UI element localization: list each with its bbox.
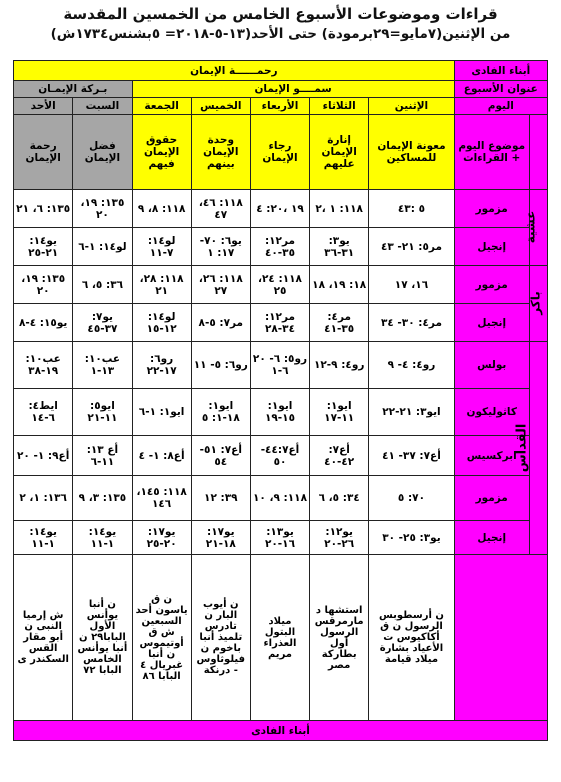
reading-value: ١١٨: ١ ،٢ xyxy=(315,202,363,215)
reading-cell xyxy=(14,389,73,436)
reading-value: أع ١٣: ١١-٦ xyxy=(86,443,119,468)
commemoration-cell xyxy=(250,555,309,721)
day-header: الأربعاء xyxy=(250,98,309,115)
reading-cell xyxy=(14,228,73,266)
reading-cell xyxy=(191,389,250,436)
reading-value: ١١٨: ٤٦، ٤٧ xyxy=(198,196,243,221)
reading-value: ١٦، ١٧ xyxy=(394,278,429,291)
reading-value: ايط٤: ٦-١٤ xyxy=(28,400,58,424)
reading-value: عب١٠: ١٣-١ xyxy=(84,353,121,377)
reading-cell xyxy=(73,228,132,266)
reading-group-label xyxy=(529,266,547,342)
reading-cell xyxy=(250,436,309,476)
reading-value: لو١٤: ١-٦ xyxy=(78,240,127,253)
day-header: الخميس xyxy=(191,98,250,115)
day-header: الجمعة xyxy=(132,98,191,115)
commemoration-text: ن ق ياسون أحد السبعين ش ق أوتيموس ن أنبا غبريال ٤ البابا ٨٦ xyxy=(135,593,188,682)
reading-cell xyxy=(14,436,73,476)
reading-value: يو٧: ٣٧-٤٥ xyxy=(87,310,118,335)
reading-value: مر٧: ٥-٨ xyxy=(198,316,244,329)
reading-value: مر١٢: ٣٤-٢٨ xyxy=(264,310,296,335)
reading-type-label: إنجيل xyxy=(454,304,529,342)
reading-value: يو٦: ٧٠- ١٧: ١ xyxy=(199,234,242,259)
day-header: الإثنين xyxy=(369,98,454,115)
reading-value: ٧٠: ٥ xyxy=(397,492,425,504)
reading-value: ايو٥: ١١-٢١ xyxy=(87,400,118,424)
reading-cell xyxy=(73,266,132,304)
reading-value: مر٤: ٣٠- ٣٤ xyxy=(380,316,442,329)
reading-cell xyxy=(73,389,132,436)
reading-value: ١١٨: ٢٤، ٢٥ xyxy=(258,272,302,297)
reading-cell xyxy=(14,304,73,342)
reading-value: رو٦: ٥- ١١ xyxy=(193,359,248,371)
commemoration-cell xyxy=(369,555,454,721)
day-topic: فضل الإيمان xyxy=(73,115,132,190)
reading-value: ايو١: ١-٦ xyxy=(138,406,185,418)
reading-cell xyxy=(132,521,191,555)
reading-value: يو١٥: ٤-٨ xyxy=(18,316,68,329)
commemoration-cell xyxy=(73,555,132,721)
reading-value: ١٩ ،٢٠: ٤ xyxy=(256,202,304,215)
reading-cell xyxy=(191,266,250,304)
reading-value: ٣٤: ٥، ٦ xyxy=(318,492,360,504)
reading-cell xyxy=(369,266,454,304)
reading-cell xyxy=(250,228,309,266)
reading-value: أع٩: ١- ٢٠ xyxy=(17,449,70,462)
reading-cell xyxy=(132,476,191,521)
sub-theme-2: بـركة الإيمـان xyxy=(14,81,133,98)
commemoration-text: ميلاد البتول العذراء مريم xyxy=(263,615,297,660)
reading-cell xyxy=(132,342,191,389)
reading-cell xyxy=(191,436,250,476)
reading-value: لو١٤: ٧-١١ xyxy=(147,234,176,259)
reading-cell xyxy=(310,521,369,555)
page-title xyxy=(0,4,561,44)
commemoration-cell xyxy=(191,555,250,721)
title-line-1: قراءات وموضوعات الأسبوع الخامس من الخمسين المقدسة xyxy=(63,5,498,23)
reading-value: أع٧: ٥١- ٥٤ xyxy=(199,443,242,468)
reading-value: أع٧: ٤٢-٤٠ xyxy=(324,443,355,468)
reading-value: ٣٦: ٥، ٦ xyxy=(81,278,124,291)
reading-group-label xyxy=(523,190,547,266)
reading-value: ايو١: ١٨-١: ٥ xyxy=(201,400,240,424)
reading-value: ١٣٥: ١٩، ٢٠ xyxy=(80,196,125,221)
reading-cell xyxy=(191,304,250,342)
reading-type-label: إنجيل xyxy=(454,521,529,555)
reading-cell xyxy=(132,304,191,342)
reading-cell xyxy=(14,476,73,521)
reading-value: ١١٨: ٩، ١٠ xyxy=(252,492,307,504)
reading-value: يو٣: ٣١-٣٦ xyxy=(324,234,355,259)
reading-group-label xyxy=(514,342,547,555)
week-title-label: عنوان الأسبوع xyxy=(454,81,547,98)
reading-cell xyxy=(132,389,191,436)
reading-value: ١١٨: ٨، ٩ xyxy=(137,202,186,215)
reading-cell xyxy=(191,228,250,266)
commemoration-text: ن أيوب البار ن تادرس تلميذ أنبا باخوم ن فيلوثاوس - درنكة xyxy=(196,599,246,676)
reading-value: ايو١: ١٥-١٩ xyxy=(264,400,295,424)
reading-value: أع٤٤:٧- ٥٠ xyxy=(260,443,300,468)
reading-value: يو١٧: ١٨-٢١ xyxy=(205,525,236,550)
main-theme: رحمــــــة الإيمان xyxy=(14,61,455,81)
reading-cell xyxy=(73,304,132,342)
reading-cell xyxy=(73,521,132,555)
day-topic: إنارة الإيمان عليهم xyxy=(310,115,369,190)
reading-cell xyxy=(191,521,250,555)
day-header: الأحد xyxy=(14,98,73,115)
reading-cell xyxy=(250,476,309,521)
day-topic: حقوق الإيمان فيهم xyxy=(132,115,191,190)
commemoration-cell xyxy=(14,555,73,721)
reading-value: يو١٢: ٢٦-٢٠ xyxy=(324,525,355,550)
reading-value: يو١٤: ١-١١ xyxy=(29,525,57,550)
reading-group-text: باكر xyxy=(528,291,543,315)
reading-cell xyxy=(369,436,454,476)
reading-cell xyxy=(310,389,369,436)
reading-cell xyxy=(132,436,191,476)
reading-cell xyxy=(369,521,454,555)
reading-value: عب١٠: ١٩-٣٨ xyxy=(25,353,61,377)
reading-type-label: بولس xyxy=(454,342,529,389)
reading-cell xyxy=(250,304,309,342)
reading-value: أع٨: ١- ٤ xyxy=(138,449,185,462)
sub-theme-1: سمــــو الإيمان xyxy=(132,81,454,98)
reading-value: ايو٣: ٢١-٢٢ xyxy=(382,406,441,418)
reading-value: يو١٤: ١-١١ xyxy=(88,525,117,550)
reading-cell xyxy=(310,304,369,342)
reading-type-label: ابركسيس xyxy=(454,436,529,476)
reading-value: ١١٨: ٢٦، ٢٧ xyxy=(198,272,243,297)
reading-value: ١١٨: ١٤٥، ١٤٦ xyxy=(136,486,187,510)
corner-label: أبناء الفادى xyxy=(454,61,547,81)
commemoration-label-cell xyxy=(454,555,547,721)
footer-label: أبناء الفادى xyxy=(14,721,548,741)
reading-value: رو٥: ٦- ٢٠ ٦-١ xyxy=(252,353,308,377)
commemoration-cell xyxy=(132,555,191,721)
reading-cell xyxy=(310,228,369,266)
readings-table xyxy=(13,60,548,741)
commemoration-cell xyxy=(310,555,369,721)
reading-value: ١٣٥: ٣، ٩ xyxy=(78,492,127,504)
day-header: الثلاثاء xyxy=(310,98,369,115)
reading-type-label: إنجيل xyxy=(454,228,529,266)
reading-value: يو١٤: ٢١-٢٥ xyxy=(28,234,59,259)
reading-type-label: مزمور xyxy=(454,190,529,228)
reading-cell xyxy=(73,476,132,521)
reading-cell xyxy=(14,342,73,389)
day-topic: رحمة الإيمان xyxy=(14,115,73,190)
reading-cell xyxy=(132,266,191,304)
reading-cell xyxy=(14,266,73,304)
reading-value: ٥ :٤٣ xyxy=(397,202,425,215)
title-line-2: من الإثنين(٧مايو=٢٩برمودة) حتى الأحد(١٣-٥-٢٠١٨= ٥بشنس١٧٣٤ش) xyxy=(50,26,511,42)
reading-value: يو١٣: ١٦-٢٠ xyxy=(264,525,295,550)
reading-cell xyxy=(310,342,369,389)
reading-cell xyxy=(369,476,454,521)
reading-type-label: مزمور xyxy=(454,266,529,304)
reading-value: يو١٧: ٢٠-٢٥ xyxy=(146,525,177,550)
reading-type-label: مزمور xyxy=(454,476,529,521)
reading-cell xyxy=(73,342,132,389)
reading-cell xyxy=(310,190,369,228)
topic-label-spacer xyxy=(529,115,547,190)
reading-value: مر٥: ٢١- ٤٣ xyxy=(380,240,442,253)
day-topic: معونة الإيمان للمساكين xyxy=(369,115,454,190)
commemoration-text: ش إرميا النبى ن أبو مقار القس السكندر ى xyxy=(17,610,69,665)
reading-cell xyxy=(132,228,191,266)
reading-value: مر٤: ٣٥-٤١ xyxy=(324,310,355,335)
reading-cell xyxy=(369,190,454,228)
reading-cell xyxy=(14,521,73,555)
reading-cell xyxy=(310,476,369,521)
reading-value: ١٣٦: ١، ٢ xyxy=(19,492,67,504)
reading-value: ١٣٥: ٦، ٢١ xyxy=(16,202,71,215)
reading-cell xyxy=(250,521,309,555)
reading-cell xyxy=(73,436,132,476)
reading-cell xyxy=(191,190,250,228)
day-topic: وحدة الإيمان بينهم xyxy=(191,115,250,190)
commemoration-text: ن أرسطوبس الرسول ن ق أكاكيوس ت الأعياد بشارة ميلاد قيامة xyxy=(378,610,444,665)
reading-cell xyxy=(132,190,191,228)
day-header: السبت xyxy=(73,98,132,115)
reading-value: أع٧: ٣٧- ٤١ xyxy=(382,449,441,462)
reading-cell xyxy=(369,304,454,342)
reading-value: لو١٤: ١٢-١٥ xyxy=(146,310,177,335)
reading-cell xyxy=(250,190,309,228)
reading-cell xyxy=(73,190,132,228)
reading-value: ١٣٥: ١٩، ٢٠ xyxy=(21,272,66,297)
commemoration-text: استشها د مارمرقس الرسول أول بطاركة مصر xyxy=(314,604,364,671)
reading-cell xyxy=(310,436,369,476)
reading-cell xyxy=(369,342,454,389)
reading-cell xyxy=(310,266,369,304)
commemoration-text: ن أنبا يوأنس الأول البابا٢٩ ن أنبا يوأنس الخامس البابا ٧٢ xyxy=(77,599,128,676)
reading-value: رو٤: ٤- ٩ xyxy=(387,359,436,371)
reading-cell xyxy=(191,476,250,521)
reading-value: ١١٨: ٢٨، ٢١ xyxy=(139,272,184,297)
reading-cell xyxy=(250,389,309,436)
day-topic: رجاء الإيمان xyxy=(250,115,309,190)
reading-group-text: القداس xyxy=(514,423,530,473)
reading-value: ٣٩: ١٢ xyxy=(204,492,238,504)
reading-cell xyxy=(250,266,309,304)
reading-value: مر١٢: ٣٥-٤٠ xyxy=(264,234,296,259)
reading-cell xyxy=(369,228,454,266)
reading-type-label: كاثوليكون xyxy=(454,389,529,436)
reading-value: ١٨: ١٩، ١٨ xyxy=(312,278,367,291)
reading-cell xyxy=(191,342,250,389)
topic-label: موضوع اليوم + القراءات xyxy=(454,115,529,190)
reading-cell xyxy=(14,190,73,228)
reading-group-text: عشية xyxy=(523,210,538,244)
reading-value: يو٣: ٢٥- ٣٠ xyxy=(382,531,441,544)
day-label: اليوم xyxy=(454,98,547,115)
reading-cell xyxy=(369,389,454,436)
reading-cell xyxy=(250,342,309,389)
reading-value: رو٤: ٩-١٢ xyxy=(313,359,365,371)
reading-value: رو٦: ١٧-٢٢ xyxy=(146,353,177,377)
reading-value: ايو١: ١١-١٧ xyxy=(324,400,355,424)
